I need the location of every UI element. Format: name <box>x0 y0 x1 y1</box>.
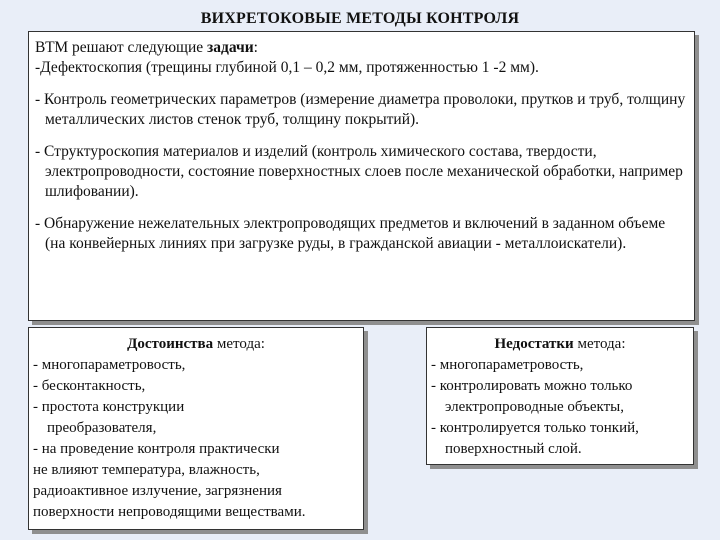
tasks-intro <box>35 38 686 58</box>
disadvantages-heading-rest: метода: <box>573 336 626 352</box>
advantages-heading-rest: метода: <box>213 336 265 352</box>
advantage-line: поверхности непроводящими веществами. <box>33 504 306 520</box>
disadvantage-line: - контролировать можно только <box>431 378 633 394</box>
advantages-heading <box>33 334 359 355</box>
task-item-detection: - Обнаружение нежелательных электропроводящих предметов и включений в заданном объеме (на конвейерных линиях при загрузке руды, в гражданской авиации - металлоискатели). <box>35 215 666 252</box>
page-title: ВИХРЕТОКОВЫЕ МЕТОДЫ КОНТРОЛЯ <box>200 10 520 27</box>
disadvantage-line: поверхностный слой. <box>445 441 582 457</box>
disadvantage-line: электропроводные объекты, <box>445 399 625 415</box>
task-item-structuroscopy: - Структуроскопия материалов и изделий (контроль химического состава, твердости, электропроводности, состояние поверхностных слоев после механической обработки, например шлифовании). <box>35 143 683 200</box>
task-item-flaw-detection: -Дефектоскопия (трещины глубиной 0,1 – 0,2 мм, протяженностью 1 -2 мм). <box>35 59 539 76</box>
advantage-line: не влияют температура, влажность, <box>33 462 260 478</box>
disadvantage-line: - многопараметровость, <box>431 357 584 373</box>
advantages-box <box>28 327 364 530</box>
advantage-line: - бесконтакность, <box>33 378 146 394</box>
advantage-line: радиоактивное излучение, загрязнения <box>33 483 282 499</box>
advantage-line: преобразователя, <box>47 420 157 436</box>
disadvantage-line: - контролируется только тонкий, <box>431 420 639 436</box>
tasks-intro-bold: задачи <box>207 39 254 56</box>
advantages-heading-bold: Достоинства <box>127 336 214 352</box>
disadvantages-heading-bold: Недостатки <box>494 336 574 352</box>
disadvantages-box <box>426 327 694 465</box>
advantage-line: - простота конструкции <box>33 399 185 415</box>
advantage-line: - многопараметровость, <box>33 357 186 373</box>
task-item-geometry: - Контроль геометрических параметров (измерение диаметра проволоки, прутков и труб, толщину металлических листов стенок труб, толщину покрытий). <box>35 91 686 128</box>
tasks-intro-suffix: : <box>253 39 258 56</box>
tasks-box <box>28 31 695 321</box>
tasks-intro-prefix: ВТМ решают следующие <box>35 39 208 56</box>
advantage-line: - на проведение контроля практически <box>33 441 280 457</box>
disadvantages-heading <box>431 334 689 355</box>
